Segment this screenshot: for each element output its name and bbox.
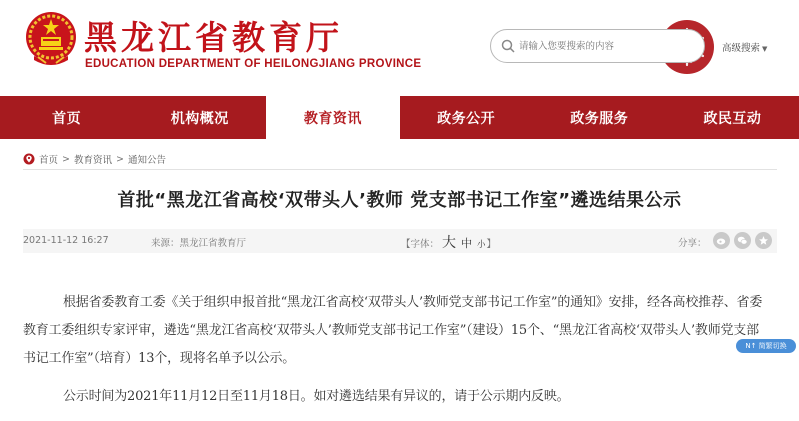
caret-down-icon: ▼ (762, 45, 768, 53)
nav-item-about[interactable]: 机构概况 (170, 110, 229, 127)
main-nav (0, 96, 799, 139)
article-source: 来源：黑龙江省教育厅 (151, 238, 247, 249)
national-emblem-icon[interactable] (24, 10, 78, 68)
font-size-small-button[interactable]: 小 (477, 240, 486, 250)
article-meta-bar (23, 229, 777, 253)
breadcrumb (23, 151, 166, 167)
font-size-close: 】 (486, 239, 497, 250)
search-input[interactable] (519, 36, 659, 56)
site-title: 黑龙江省教育厅 (84, 18, 343, 57)
nav-item-news[interactable]: 教育资讯 (266, 96, 399, 139)
nav-item-interaction[interactable]: 政民互动 (703, 110, 762, 127)
article-body (23, 289, 771, 421)
wechat-share-icon[interactable] (734, 232, 751, 249)
share-icons (713, 232, 772, 249)
nav-item-services[interactable]: 政务服务 (570, 110, 629, 127)
font-size-medium-button[interactable]: 中 (461, 237, 473, 250)
breadcrumb-separator: > (116, 153, 124, 165)
article-title: 首批“黑龙江省高校‘双带头人’教师 党支部书记工作室”遴选结果公示 (117, 190, 682, 211)
site-header (0, 0, 799, 96)
font-size-label: 【字体： (401, 239, 440, 250)
font-size-switcher (401, 232, 496, 252)
article-paragraph: 公示时间为2021年11月12日至11月18日。如对遴选结果有异议的，请于公示期内反映。 (63, 389, 570, 404)
language-switch-badge[interactable]: N↑ 简繁切换 (736, 339, 796, 353)
publish-date: 2021-11-12 16:27 (23, 235, 109, 246)
nav-item-gov-affairs[interactable]: 政务公开 (437, 110, 496, 127)
search-icon[interactable] (501, 39, 515, 53)
breadcrumb-news[interactable]: 教育资讯 (73, 155, 112, 166)
advanced-search-label: 高级搜索 (722, 43, 761, 54)
breadcrumb-notices[interactable]: 通知公告 (127, 155, 166, 166)
nav-item-home[interactable]: 首页 (52, 110, 82, 127)
location-pin-icon (23, 153, 35, 165)
breadcrumb-separator: > (62, 153, 70, 165)
breadcrumb-home[interactable]: 首页 (39, 155, 59, 166)
site-subtitle: EDUCATION DEPARTMENT OF HEILONGJIANG PROVINCE (85, 58, 422, 70)
font-size-large-button[interactable]: 大 (442, 235, 457, 251)
search-box (490, 29, 705, 63)
divider (23, 169, 777, 170)
qzone-share-icon[interactable] (755, 232, 772, 249)
share-label: 分享： (678, 238, 707, 249)
weibo-share-icon[interactable] (713, 232, 730, 249)
article-paragraph: 根据省委教育工委《关于组织申报首批“黑龙江省高校‘双带头人’教师党支部书记工作室”的通知》安排，经各高校推荐、省委教育工委组织专家评审，遴选“黑龙江省高校‘双带头人’教师党支部书记工作室”（建设）15个、“黑龙江省高校‘双带头人’教师党支部书记工作室”（培育）13个，现将名单予以公示。 (23, 295, 763, 366)
advanced-search-link[interactable] (722, 40, 767, 54)
